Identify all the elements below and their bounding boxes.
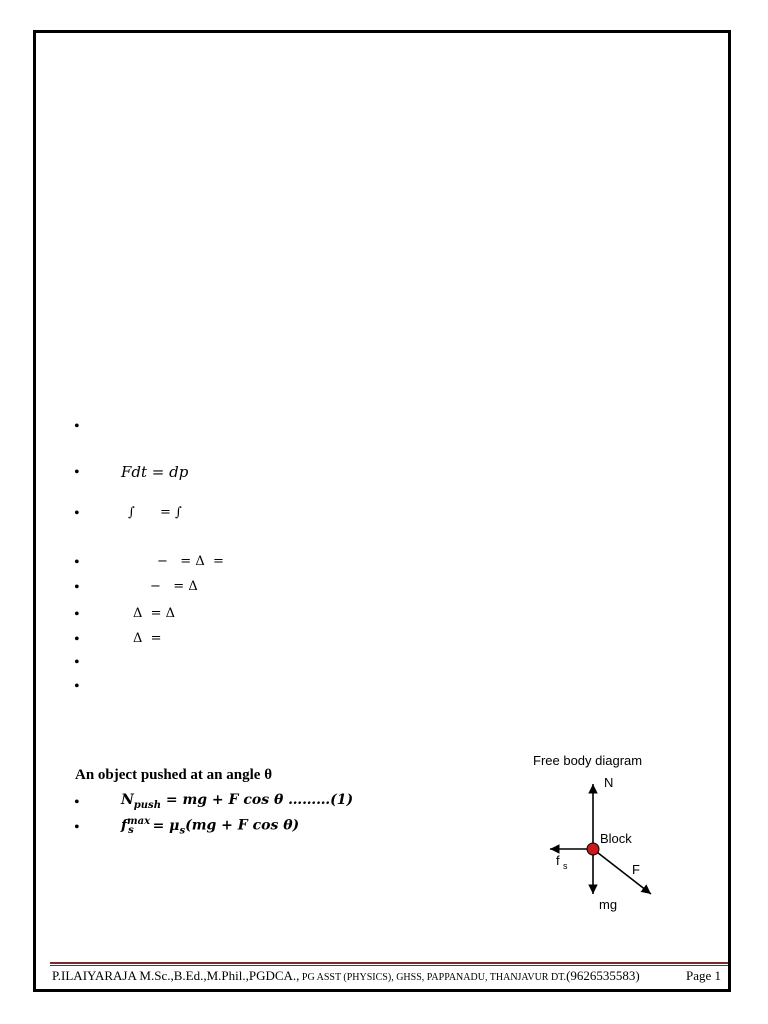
bullet-8: • [74,654,80,671]
footer-rule [50,962,728,964]
page-number: Page 1 [686,968,722,983]
equation-integral-left: ∫ [128,505,135,520]
bullet-4: • [74,554,80,571]
footer-rule-thin [50,965,728,966]
bullet-1: • [74,418,80,435]
equation-normal-force: $N_{push}$ = mg + F cos θ ………(1) [121,792,354,811]
label-mg: mg [599,897,618,912]
footer-affiliation: PG ASST (PHYSICS), GHSS, PAPPANADU, THANJAVUR DT. [299,972,567,983]
bullet-7: • [74,631,80,648]
bullet-5: • [74,579,80,596]
bullet-3: • [74,505,80,522]
footer-phone: (9626535583) [566,968,640,983]
label-f: F [632,862,640,877]
equation-7: Δ = [133,631,162,646]
bullet-6: • [74,606,80,623]
equation-integral-right: = ∫ [160,505,182,520]
label-n: N [604,775,614,790]
equation-max-friction: $f^{max}_s = \mu_s(mg + F$ cos θ) [121,816,300,837]
equation-5: − = Δ [150,579,198,594]
applied-force-arrow [593,849,651,894]
footer [52,968,722,984]
equation-6: Δ = Δ [133,606,176,621]
footer-author: P.ILAIYARAJA M.Sc.,B.Ed.,M.Phil.,PGDCA., [52,968,300,983]
bullet-9: • [74,678,80,695]
diagram-title: Free body diagram [533,753,643,768]
bullet-normal-force: • [74,794,80,811]
bullet-friction: • [74,819,80,836]
label-fs-sub: s [563,861,568,871]
equation-4: − = Δ = [157,554,224,569]
equation-impulse: Fdt = dp [121,463,189,481]
section-heading: An object pushed at an angle θ [75,767,273,783]
label-fs: f [556,853,560,868]
block-dot [587,843,599,855]
label-block: Block [600,831,632,846]
free-body-diagram [520,770,670,915]
bullet-2: • [74,464,80,481]
